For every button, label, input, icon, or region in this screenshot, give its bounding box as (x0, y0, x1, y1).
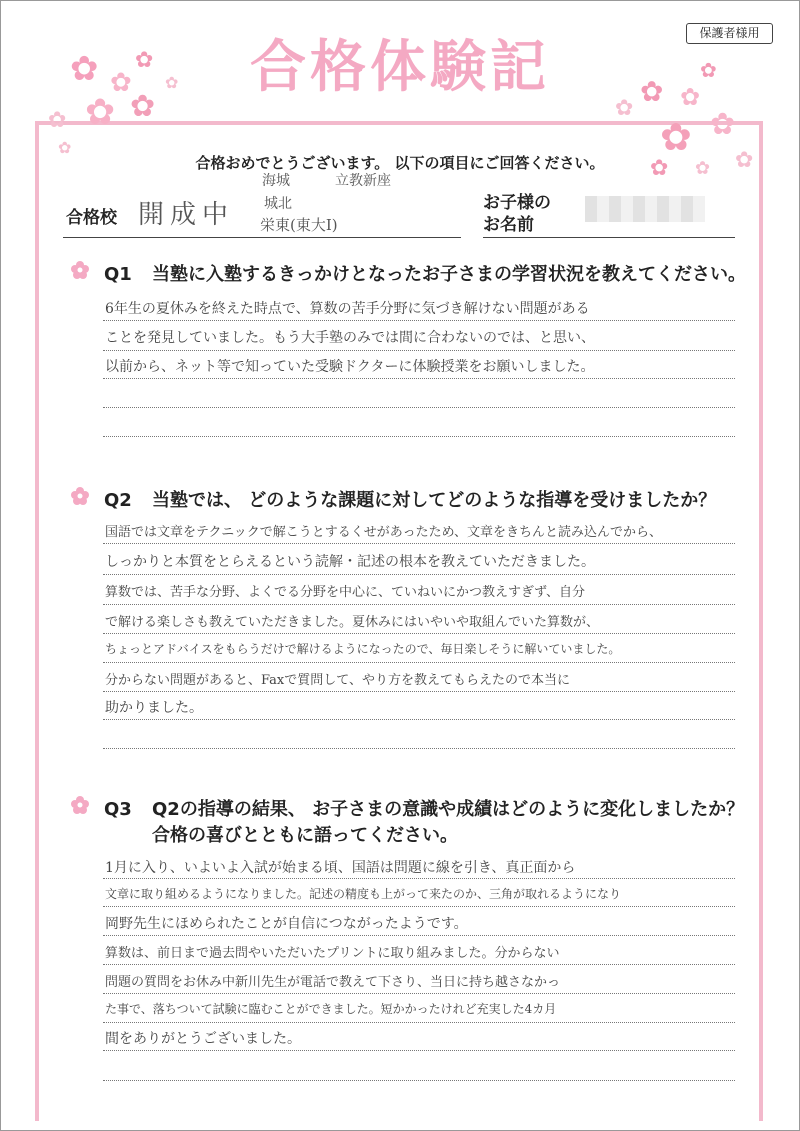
answer-line (103, 964, 735, 965)
flower-icon: ✿ (85, 92, 116, 133)
flower-icon: ✿ (110, 68, 132, 98)
answer-text: ちょっとアドバイスをもらうだけで解けるようになったので、毎日楽しそうに解いていました。 (105, 642, 621, 656)
school-other: 立教新座 (335, 173, 391, 189)
child-name-label-line1: お子様の (483, 193, 551, 213)
answer-text: 助かりました。 (105, 700, 203, 716)
flower-icon: ✿ (700, 58, 717, 82)
answer-text: 分からない問題があると、Faxで質問して、やり方を教えてもらえたので本当に (105, 673, 570, 688)
answer-text: 間をありがとうございました。 (105, 1031, 301, 1047)
answer-text: 6年生の夏休みを終えた時点で、算数の苦手分野に気づき解けない問題がある (105, 301, 590, 317)
question-3-line2: 合格の喜びとともに語ってください。 (152, 825, 458, 846)
flower-bullet-icon (70, 486, 90, 506)
flower-icon: ✿ (680, 83, 701, 111)
school-other: 城北 (264, 196, 292, 212)
question-2 (104, 486, 716, 512)
flower-icon: ✿ (135, 48, 154, 73)
flower-icon: ✿ (615, 96, 634, 121)
flower-icon: ✿ (650, 156, 669, 181)
answer-text: 算数では、苦手な分野、よくでる分野を中心に、ていねいにかつ教えすぎず、自分 (105, 585, 585, 600)
name-underline (483, 237, 735, 238)
flower-icon: ✿ (710, 107, 736, 142)
answer-text: 文章に取り組めるようになりました。記述の精度も上がって来たのか、三角が取れるようになり (105, 887, 622, 901)
answer-line (103, 935, 735, 936)
answer-text: 岡野先生にほめられたことが自信につながったようです。 (105, 916, 468, 932)
answer-line (103, 320, 735, 321)
answer-line (103, 878, 735, 879)
question-number: Q3 (104, 799, 132, 820)
flower-icon: ✿ (695, 158, 711, 179)
flower-icon: ✿ (165, 73, 179, 92)
answer-text: しっかりと本質をとらえるという読解・記述の根本を教えていただきました。 (105, 554, 595, 570)
answer-line (103, 691, 735, 692)
school-label: 合格校 (66, 208, 117, 228)
answer-line (103, 407, 735, 408)
answer-line (103, 574, 735, 575)
answer-line (103, 436, 735, 437)
answer-line (103, 906, 735, 907)
question-text: Q2の指導の結果、 お子さまの意識や成績はどのように変化しましたか？ (152, 799, 745, 820)
flower-icon: ✿ (735, 148, 754, 173)
question-text: 当塾では、 どのような課題に対してどのような指導を受けましたか？ (152, 490, 717, 511)
redacted-name (585, 196, 705, 222)
usage-badge: 保護者様用 (686, 23, 773, 44)
question-number: Q2 (104, 490, 132, 511)
answer-text: 国語では文章をテクニックで解こうとするくせがあったため、文章をきちんと読み込んでから、 (105, 525, 663, 540)
answer-line (103, 378, 735, 379)
answer-line (103, 993, 735, 994)
answer-text: 算数は、前日まで過去問やいただいたプリントに取り組みました。分からない (105, 946, 560, 961)
flower-icon: ✿ (130, 89, 156, 124)
intro-text: 合格おめでとうございます。 以下の項目にご回答ください。 (195, 154, 605, 172)
answer-text: た事で、落ちついて試験に臨むことができました。短かかったけれど充実した4カ月 (105, 1002, 557, 1016)
question-1 (104, 260, 746, 286)
flower-icon: ✿ (660, 115, 692, 159)
question-3 (104, 795, 744, 821)
answer-text: ことを発見していました。もう大手塾のみでは間に合わないのでは、と思い、 (105, 330, 595, 346)
question-text: 当塾に入塾するきっかけとなったお子さまの学習状況を教えてください。 (152, 264, 746, 285)
answer-line (103, 662, 735, 663)
flower-bullet-icon (70, 260, 90, 280)
answer-line (103, 1080, 735, 1081)
question-number: Q1 (104, 264, 132, 285)
school-other: 海城 (262, 173, 290, 189)
answer-text: 問題の質問をお休み中新川先生が電話で教えて下さり、当日に持ち越さなかっ (105, 975, 561, 990)
answer-line (103, 1050, 735, 1051)
child-name-label (483, 192, 551, 236)
school-underline (63, 237, 461, 238)
flower-icon: ✿ (640, 75, 664, 108)
answer-text: 以前から、ネット等で知っていた受験ドクターに体験授業をお願いしました。 (105, 359, 595, 375)
answer-text: 1月に入り、いよいよ入試が始まる頃、国語は問題に線を引き、真正面から (105, 860, 576, 876)
answer-line (103, 748, 735, 749)
answer-text: で解ける楽しさも教えていただきました。夏休みにはいやいや取組んでいた算数が、 (105, 615, 600, 630)
answer-line (103, 350, 735, 351)
school-main: 開成中 (138, 200, 235, 230)
flower-bullet-icon (70, 795, 90, 815)
answer-line (103, 1022, 735, 1023)
answer-line (103, 719, 735, 720)
flower-icon: ✿ (70, 49, 99, 89)
page-title: 合格体験記 (250, 35, 550, 100)
flower-icon: ✿ (48, 108, 67, 133)
child-name-label-line2: お名前 (483, 215, 534, 235)
answer-line (103, 543, 735, 544)
answer-line (103, 604, 735, 605)
school-other: 栄東(東大I) (260, 216, 338, 234)
answer-line (103, 633, 735, 634)
flower-icon: ✿ (58, 138, 72, 157)
